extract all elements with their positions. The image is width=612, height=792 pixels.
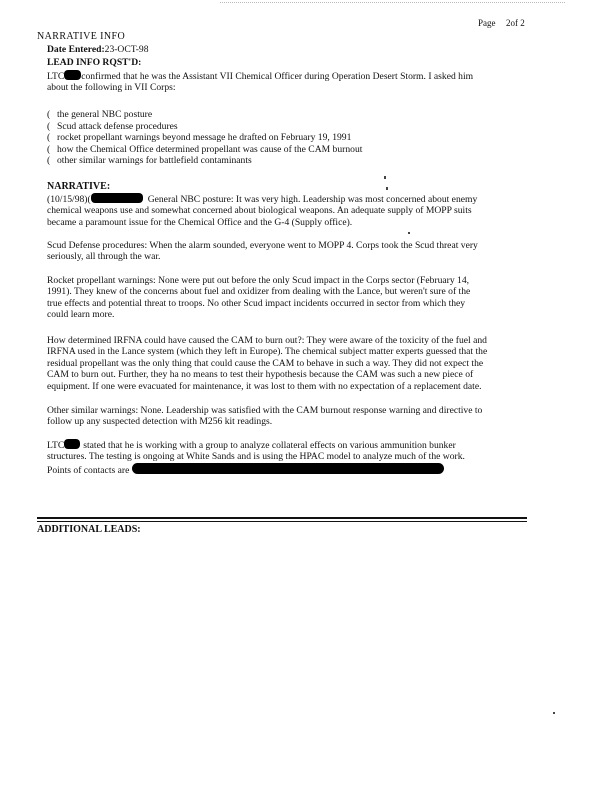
- date-label: Date Entered:: [47, 44, 105, 55]
- top-scan-line: [220, 2, 565, 3]
- list-item: ( how the Chemical Office determined propellant was cause of the CAM burnout: [47, 143, 363, 155]
- section-title: NARRATIVE INFO: [37, 31, 126, 42]
- narrative-paragraph-3: Rocket propellant warnings: None were put out before the only Scud impact in the Corps sector (February 14, 1991). They knew of the concerns about fuel and oxidizer from dealing with the Lance, but weren't sure of the true effects and potential threat to troops. No other Scud impact incidents occurred in sector from which they could learn more.: [47, 275, 471, 321]
- redaction-mark: [91, 193, 143, 203]
- scan-speck: [384, 176, 386, 179]
- date-entered: [47, 44, 149, 55]
- page-number: 2of 2: [506, 18, 525, 28]
- list-item: ( the general NBC posture: [47, 109, 153, 120]
- page-label: Page: [478, 18, 496, 28]
- redaction-mark: [64, 70, 81, 80]
- intro-text-1: confirmed that he was the Assistant VII Chemical Officer during Operation Desert Storm. I asked him: [81, 71, 474, 82]
- scan-speck: [386, 187, 388, 190]
- list-item: ( Scud attack defense procedures: [47, 120, 178, 132]
- narrative-paragraph-2: Scud Defense procedures: When the alarm sounded, everyone went to MOPP 4. Corps took the Scud threat very seriously, all through the war.: [47, 240, 478, 263]
- scan-speck: [553, 712, 555, 714]
- scan-speck: [408, 232, 410, 234]
- redaction-mark: [132, 463, 444, 474]
- topic-list: [47, 109, 362, 167]
- narrative-paragraph-5: Other similar warnings: None. Leadership was satisfied with the CAM burnout response warning and directive to follow up any suspected detection with M256 kit readings.: [47, 405, 483, 428]
- date-value: 23-OCT-98: [104, 44, 149, 55]
- list-item: ( other similar warnings for battlefield contaminants: [47, 155, 252, 167]
- redaction-mark: [64, 439, 80, 449]
- section-divider: [37, 517, 527, 519]
- intro-line-2: about the following in VII Corps:: [47, 82, 176, 94]
- lead-info-label: LEAD INFO RQST'D:: [47, 57, 142, 68]
- intro-prefix: LTC: [47, 71, 65, 82]
- narrative-paragraph-1: (10/15/98)( General NBC posture: It was very high. Leadership was most concerned about enemy chemical weapons use and somewhat concerned about biological weapons. An adequate supply of MOPP suits became a paramount issue for the Chemical Office and the G-4 (Supply office).: [47, 194, 478, 228]
- narrative-heading: NARRATIVE:: [47, 181, 111, 192]
- intro-line-1: [47, 70, 567, 82]
- intro-paragraph: [47, 70, 567, 94]
- narrative-paragraph-4: How determined IRFNA could have caused the CAM to burn out?: They were aware of the toxicity of the fuel and IRFNA used in the Lance system (which they left in Europe). The chemical subject matter experts guessed that the residual propellant was the only thing that could cause the CAM to behave in such a way. They did not expect the CAM to burn out. Further, they ha no means to test their hypothesis because the CAM was such a new piece of equipment. If one were evacuated for maintenance, it was lost to them with no expectation of a replacement date.: [47, 335, 488, 392]
- section-divider: [37, 521, 527, 522]
- narrative-paragraph-6: LTC stated that he is working with a group to analyze collateral effects on various ammunition bunker structures. The testing is ongoing at White Sands and is using the HPAC model to analyze much of the work. Points of contacts are: [47, 440, 465, 476]
- list-item: ( rocket propellant warnings beyond message he drafted on February 19, 1991: [47, 132, 352, 144]
- additional-leads-heading: ADDITIONAL LEADS:: [37, 524, 141, 535]
